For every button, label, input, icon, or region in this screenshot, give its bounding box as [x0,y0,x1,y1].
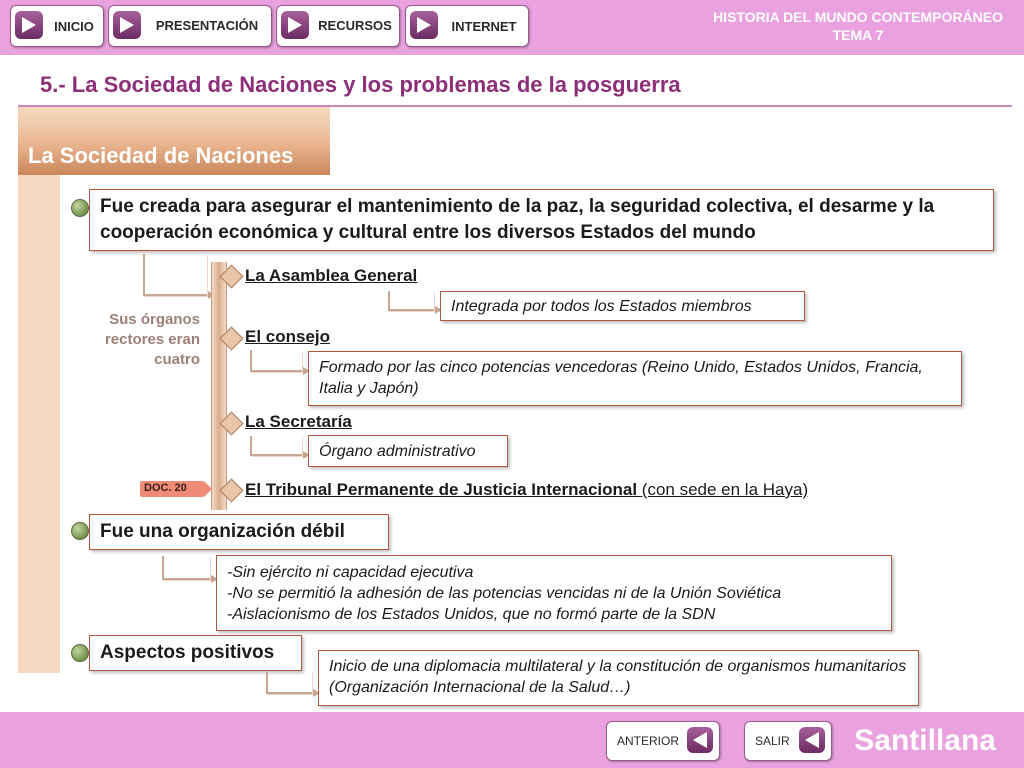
weak-points-box [216,555,892,631]
play-icon [410,11,438,39]
arrow-right-icon [204,481,212,497]
secretaria-detail-box [308,435,508,467]
positive-text-box [318,650,919,706]
nav-label-presentacion: PRESENTACIÓN [155,18,259,33]
bullet-icon [71,199,89,217]
positive-text: Inicio de una diplomacia multilateral y la constitución de organismos humanitarios (Organización Internacional de la Salud…) [329,658,907,696]
consejo-detail-box [308,351,962,406]
organs-note: Sus órganos rectores eran cuatro [104,311,200,368]
intro-box [89,189,994,251]
connector-arrow [250,350,302,372]
left-decor-strip [18,175,60,673]
secretaria-detail: Órgano administrativo [319,443,476,460]
connector-arrow [143,254,207,296]
unit-label: TEMA 7 [832,27,884,43]
exit-button[interactable] [744,721,832,761]
weak-point: -Aislacionismo de los Estados Unidos, que no formó parte de la SDN [227,606,716,623]
doc-20-badge[interactable] [140,481,204,497]
play-icon [281,11,309,39]
bullet-icon [71,644,89,662]
connector-arrow [250,436,302,456]
connector-arrow [388,291,434,311]
tribunal-seat: (con sede en la Haya) [641,480,809,499]
back-arrow-icon [799,727,825,753]
tribunal-name: El Tribunal Permanente de Justicia Internacional [245,480,642,499]
intro-text: Fue creada para asegurar el mantenimiento de la paz, la seguridad colectiva, el desarme y la cooperación económica y cultural entre los diversos Estados del mundo [100,196,935,243]
weak-point: -No se permitió la adhesión de las potencias vencidas ni de la Unión Soviética [227,585,782,602]
connector-arrow [266,672,312,694]
organ-consejo: El consejo [245,327,331,346]
organ-asamblea: La Asamblea General [245,266,418,285]
organs-bracket [211,262,227,510]
nav-button-recursos[interactable] [276,5,400,47]
weak-point: -Sin ejército ni capacidad ejecutiva [227,564,474,581]
section-tab [18,107,330,175]
section-tab-label: La Sociedad de Naciones [28,143,294,168]
nav-button-internet[interactable] [405,5,529,47]
weak-title: Fue una organización débil [100,521,345,542]
organ-tribunal [245,480,808,500]
nav-label-inicio: INICIO [54,19,94,34]
course-title: HISTORIA DEL MUNDO CONTEMPORÁNEO [713,9,1003,25]
bullet-icon [71,522,89,540]
course-header [708,8,1008,44]
previous-label: ANTERIOR [617,734,680,748]
nav-label-internet: INTERNET [451,19,517,34]
page-title: 5.- La Sociedad de Naciones y los problemas de la posguerra [40,72,681,97]
positive-title: Aspectos positivos [100,642,275,663]
play-icon [113,11,141,39]
exit-label: SALIR [755,734,790,748]
play-icon [15,11,43,39]
previous-button[interactable] [606,721,720,761]
consejo-detail: Formado por las cinco potencias vencedoras (Reino Unido, Estados Unidos, Francia, Italia y Japón) [319,359,923,397]
nav-button-inicio[interactable] [10,5,104,47]
doc-badge-label: DOC. 20 [144,482,187,494]
nav-label-recursos: RECURSOS [318,18,392,33]
back-arrow-icon [687,727,713,753]
asamblea-detail-box [440,291,805,321]
brand-logo: Santillana [854,724,996,757]
organ-secretaria: La Secretaría [245,412,352,431]
asamblea-detail: Integrada por todos los Estados miembros [451,298,752,315]
weak-title-box [89,514,389,550]
positive-title-box [89,635,302,671]
connector-arrow [162,556,210,580]
nav-button-presentacion[interactable] [108,5,272,47]
